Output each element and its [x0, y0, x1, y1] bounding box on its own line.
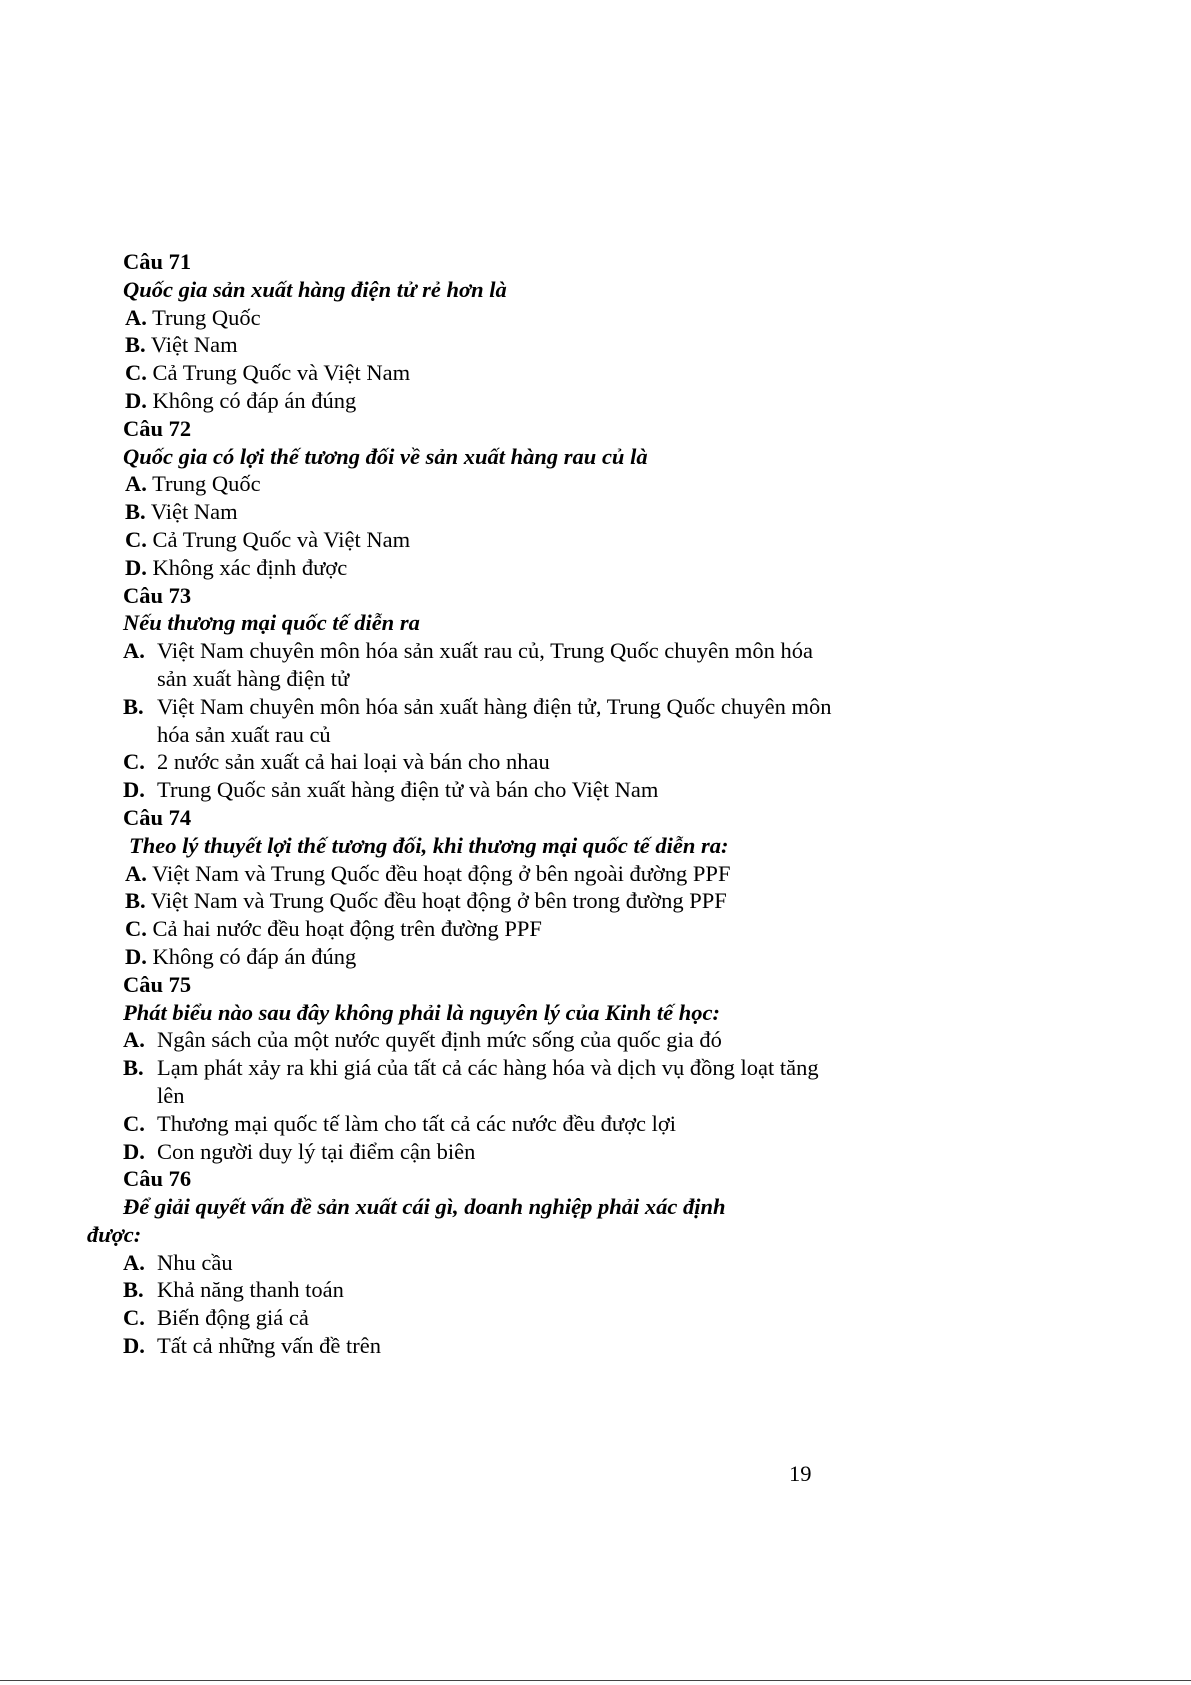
option-d: D. Không có đáp án đúng — [125, 387, 357, 413]
option-d: D. Trung Quốc sản xuất hàng điện tử và bán cho Việt Nam — [123, 777, 659, 803]
option-c: C. Cả hai nước đều hoạt động trên đường PPF — [125, 916, 542, 942]
question-prompt-line1: Để giải quyết vấn đề sản xuất cái gì, doanh nghiệp phải xác định — [123, 1194, 726, 1220]
question-74 — [123, 804, 843, 971]
question-title: Câu 71 — [123, 249, 192, 274]
question-prompt: Nếu thương mại quốc tế diễn ra — [123, 610, 420, 636]
question-73 — [123, 582, 843, 804]
question-prompt: Quốc gia sản xuất hàng điện tử rẻ hơn là — [123, 276, 507, 302]
option-b: B. Việt Nam — [125, 499, 238, 525]
option-a: A. Việt Nam và Trung Quốc đều hoạt động ở bên ngoài đường PPF — [125, 860, 731, 886]
question-title: Câu 72 — [123, 415, 192, 441]
option-c: C. Cả Trung Quốc và Việt Nam — [125, 360, 411, 386]
option-b: B. Việt Nam và Trung Quốc đều hoạt động ở bên trong đường PPF — [125, 888, 727, 914]
option-b: B. Lạm phát xảy ra khi giá của tất cả các hàng hóa và dịch vụ đồng loạt tăng lên — [123, 1055, 819, 1108]
option-d: D. Không có đáp án đúng — [125, 943, 357, 969]
option-c: C. Biến động giá cả — [123, 1305, 309, 1331]
page-bottom-divider — [0, 1680, 1191, 1681]
question-prompt: Quốc gia có lợi thế tương đối về sản xuất hàng rau củ là — [123, 443, 648, 469]
option-b: B. Khả năng thanh toán — [123, 1277, 344, 1303]
option-a: A. Việt Nam chuyên môn hóa sản xuất rau củ, Trung Quốc chuyên môn hóa sản xuất hàng điện tử — [123, 638, 814, 691]
option-c: C. 2 nước sản xuất cả hai loại và bán cho nhau — [123, 749, 550, 775]
question-71 — [123, 248, 843, 415]
question-title: Câu 73 — [123, 582, 192, 608]
option-c: C. Thương mại quốc tế làm cho tất cả các nước đều được lợi — [123, 1110, 676, 1136]
question-list — [87, 248, 843, 1360]
question-75 — [123, 971, 843, 1166]
question-title: Câu 76 — [123, 1166, 192, 1192]
option-c: C. Cả Trung Quốc và Việt Nam — [125, 526, 411, 552]
option-a: A. Nhu cầu — [123, 1249, 233, 1275]
question-prompt — [87, 1193, 843, 1249]
page-number: 19 — [789, 1461, 812, 1486]
question-prompt-line2: được: — [87, 1221, 142, 1247]
option-a: A. Trung Quốc — [125, 304, 261, 330]
question-prompt: Theo lý thuyết lợi thế tương đối, khi thương mại quốc tế diễn ra: — [129, 832, 729, 858]
question-72 — [123, 415, 843, 582]
question-76 — [87, 1165, 843, 1360]
option-a: A. Ngân sách của một nước quyết định mức sống của quốc gia đó — [123, 1027, 722, 1053]
question-title: Câu 75 — [123, 971, 192, 997]
option-b: B. Việt Nam chuyên môn hóa sản xuất hàng điện tử, Trung Quốc chuyên môn hóa sản xuất rau củ — [123, 693, 832, 747]
option-a: A. Trung Quốc — [125, 471, 261, 497]
question-prompt: Phát biểu nào sau đây không phải là nguyên lý của Kinh tế học: — [123, 999, 720, 1025]
option-d: D. Con người duy lý tại điểm cận biên — [123, 1138, 476, 1164]
question-title: Câu 74 — [123, 804, 192, 830]
option-b: B. Việt Nam — [125, 332, 238, 358]
option-d: D. Không xác định được — [125, 554, 348, 580]
option-d: D. Tất cả những vấn đề trên — [123, 1333, 381, 1359]
